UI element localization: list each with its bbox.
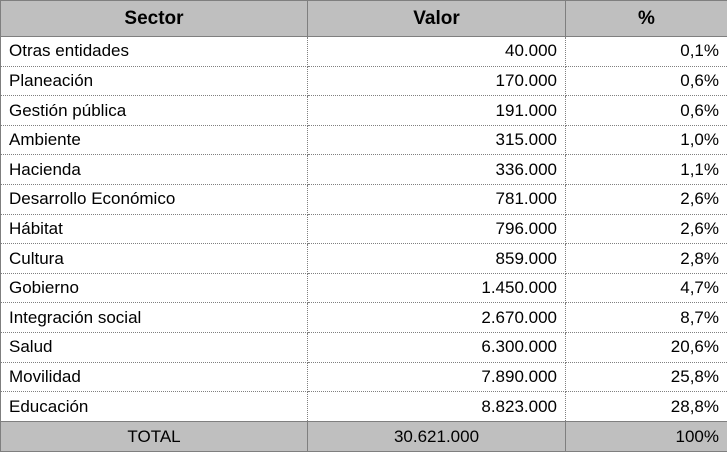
cell-valor: 2.670.000 [308,303,566,333]
header-row [1,1,727,37]
cell-valor: 170.000 [308,66,566,96]
cell-percent: 25,8% [566,362,727,392]
cell-percent: 4,7% [566,273,727,303]
cell-percent: 2,8% [566,244,727,274]
cell-percent: 20,6% [566,333,727,363]
cell-sector: Desarrollo Económico [1,185,308,215]
cell-percent: 28,8% [566,392,727,422]
cell-percent: 0,1% [566,37,727,67]
table-row [1,244,727,274]
cell-valor: 796.000 [308,214,566,244]
cell-sector: Cultura [1,244,308,274]
cell-percent: 8,7% [566,303,727,333]
table-row [1,303,727,333]
table-row [1,66,727,96]
table-row [1,125,727,155]
cell-percent: 0,6% [566,96,727,126]
table-row [1,185,727,215]
cell-valor: 781.000 [308,185,566,215]
table-row [1,273,727,303]
cell-sector: Ambiente [1,125,308,155]
table-row [1,96,727,126]
cell-sector: Educación [1,392,308,422]
cell-valor: 7.890.000 [308,362,566,392]
cell-sector: Hacienda [1,155,308,185]
cell-percent: 1,1% [566,155,727,185]
total-percent: 100% [566,422,727,452]
table-body [1,37,727,422]
cell-sector: Otras entidades [1,37,308,67]
cell-valor: 1.450.000 [308,273,566,303]
total-row [1,422,727,452]
column-header-valor: Valor [308,1,566,37]
total-label: TOTAL [1,422,308,452]
table-row [1,37,727,67]
column-header-sector: Sector [1,1,308,37]
total-valor: 30.621.000 [308,422,566,452]
cell-sector: Movilidad [1,362,308,392]
table-footer [1,422,727,452]
cell-valor: 336.000 [308,155,566,185]
cell-sector: Gobierno [1,273,308,303]
cell-valor: 40.000 [308,37,566,67]
column-header-percent: % [566,1,727,37]
cell-percent: 1,0% [566,125,727,155]
cell-percent: 2,6% [566,185,727,215]
table-row [1,392,727,422]
cell-valor: 6.300.000 [308,333,566,363]
cell-percent: 2,6% [566,214,727,244]
cell-sector: Hábitat [1,214,308,244]
table-row [1,333,727,363]
cell-valor: 859.000 [308,244,566,274]
table-header [1,1,727,37]
cell-valor: 191.000 [308,96,566,126]
cell-sector: Planeación [1,66,308,96]
cell-sector: Salud [1,333,308,363]
cell-valor: 8.823.000 [308,392,566,422]
table-row [1,362,727,392]
table-row [1,214,727,244]
cell-sector: Integración social [1,303,308,333]
cell-sector: Gestión pública [1,96,308,126]
cell-percent: 0,6% [566,66,727,96]
cell-valor: 315.000 [308,125,566,155]
table-row [1,155,727,185]
